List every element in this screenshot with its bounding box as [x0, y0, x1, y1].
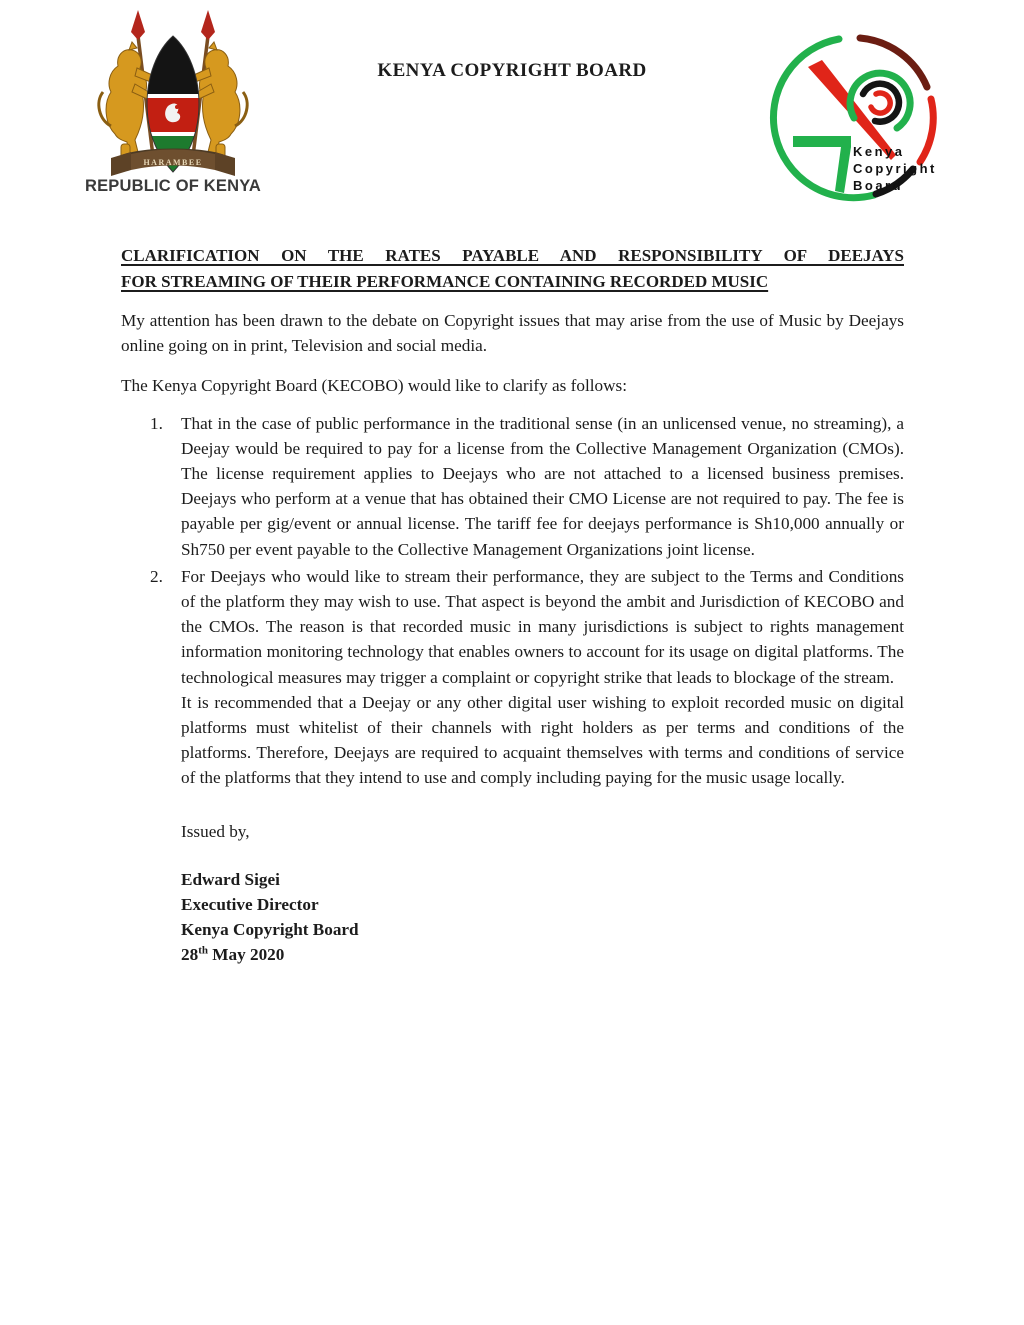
- issued-by-label: Issued by,: [181, 821, 250, 841]
- paragraph-intro: My attention has been drawn to the debate on Copyright issues that may arise from the use of Music by Deejays online going on in print, Television and social media.: [121, 311, 904, 356]
- list-number-2: 2.: [150, 566, 163, 586]
- date-rest: May 2020: [207, 945, 285, 965]
- list-item-2-text: For Deejays who would like to stream their performance, they are subject to the Terms and Conditions of the platform they may wish to use. That aspect is beyond the ambit and Jurisdiction of KECOBO and the CMOs. The reason is that recorded music in many jurisdictions is subject to rights management information monitoring technology that enables owners to account for its usage on digital platforms. The technological measures may trigger a complaint or copyright strike that leads to blockage of the stream.: [181, 566, 904, 687]
- logo-line-2: Copyright: [853, 161, 937, 176]
- signature-date: [181, 942, 904, 967]
- coat-of-arms: [84, 6, 262, 196]
- kecobo-logo-icon: [763, 26, 943, 212]
- document-body: [121, 243, 904, 968]
- kecobo-logo: [763, 26, 943, 212]
- paragraph-clarify: The Kenya Copyright Board (KECOBO) would like to clarify as follows:: [121, 376, 627, 396]
- heading-line-1: CLARIFICATION ON THE RATES PAYABLE AND RESPONSIBILITY OF DEEJAYS: [121, 246, 904, 265]
- signature-block: [181, 867, 904, 968]
- logo-line-3: Board: [853, 178, 904, 193]
- list-item-2: [121, 564, 904, 791]
- coat-of-arms-caption: REPUBLIC OF KENYA: [84, 177, 262, 195]
- date-ordinal: th: [198, 944, 208, 957]
- signatory-name: Edward Sigei: [181, 869, 280, 889]
- document-heading: [121, 243, 904, 295]
- signatory-title: Executive Director: [181, 895, 319, 915]
- kenya-coat-of-arms-icon: [84, 6, 262, 176]
- document-header: [0, 0, 1024, 215]
- green-seven-icon: [793, 136, 851, 193]
- list-item-1: [121, 411, 904, 562]
- logo-line-1: Kenya: [853, 144, 905, 159]
- list-item-2-continuation: It is recommended that a Deejay or any other digital user wishing to exploit recorded music on digital platforms must whitelist of their channels with right holders as per terms and conditions of the platforms. Therefore, Deejays are required to acquaint themselves with terms and conditions of service of the platforms that they intend to use and comply including paying for the music usage locally.: [181, 692, 904, 788]
- clarification-list: [121, 411, 904, 791]
- page-title: KENYA COPYRIGHT BOARD: [377, 60, 647, 81]
- list-number-1: 1.: [150, 413, 163, 433]
- signatory-organization: Kenya Copyright Board: [181, 920, 359, 940]
- date-day: 28: [181, 945, 199, 965]
- harambee-label: HARAMBEE: [143, 158, 203, 167]
- list-item-1-text: That in the case of public performance in the traditional sense (in an unlicensed venue, no streaming), a Deejay would be required to pay for a license from the Collective Management Organization (CMOs). The license requirement applies to Deejays who are not attached to a licensed business premises. Deejays who perform at a venue that has obtained their CMO License are not required to pay. The fee is payable per gig/event or annual license. The tariff fee for deejays performance is Sh10,000 annually or Sh750 per event payable to the Collective Management Organizations joint license.: [181, 413, 904, 559]
- heading-line-2: FOR STREAMING OF THEIR PERFORMANCE CONTAINING RECORDED MUSIC: [121, 272, 769, 291]
